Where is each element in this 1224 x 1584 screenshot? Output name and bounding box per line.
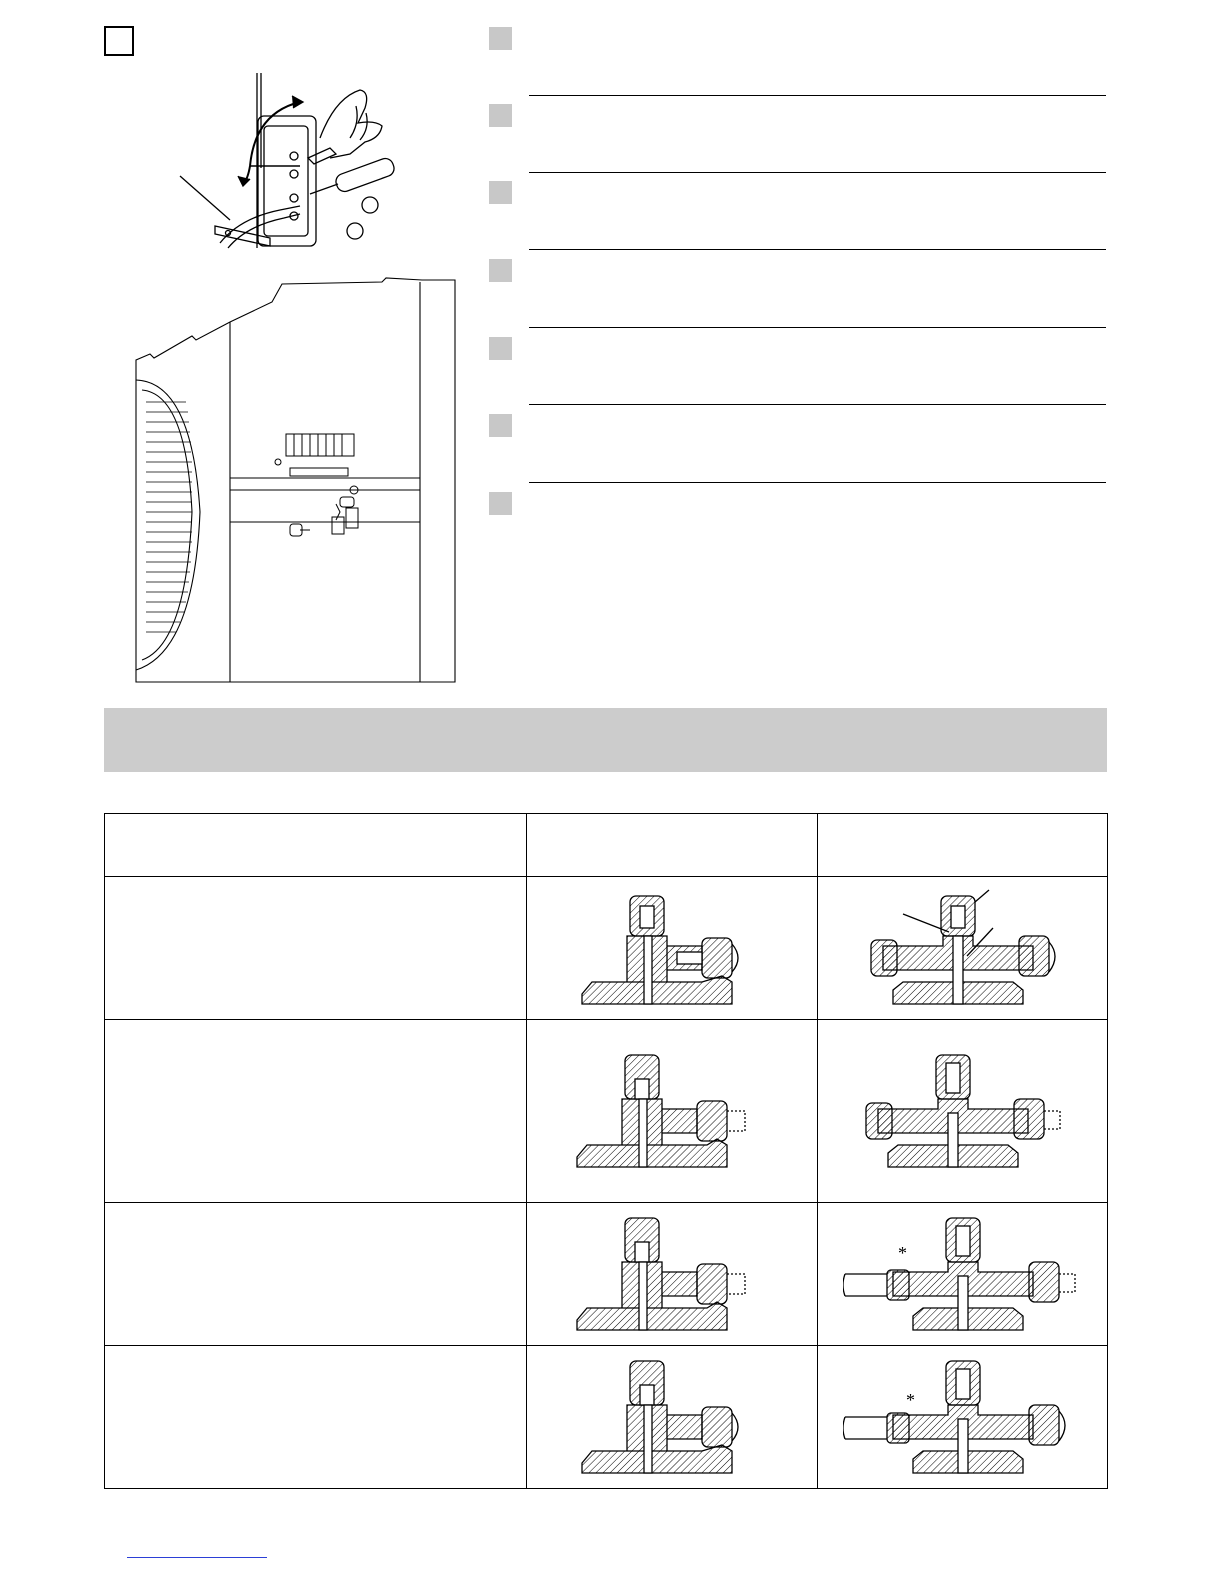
table-row bbox=[105, 1346, 1108, 1489]
two-way-valve-cell bbox=[527, 1020, 818, 1203]
two-way-valve-cell bbox=[527, 877, 818, 1020]
asterisk-marker: * bbox=[906, 1390, 915, 1410]
step-2-marker bbox=[489, 104, 512, 127]
two-way-valve-diagram bbox=[572, 1355, 772, 1480]
row-label bbox=[105, 877, 527, 1020]
step-4-marker bbox=[489, 259, 512, 282]
footer-link[interactable] bbox=[127, 1557, 267, 1558]
step-divider bbox=[529, 172, 1106, 173]
two-way-valve-diagram bbox=[567, 1212, 777, 1337]
step-3-marker bbox=[489, 181, 512, 204]
two-way-valve-diagram bbox=[572, 886, 772, 1011]
row-label bbox=[105, 1203, 527, 1346]
valve-connection-illustration bbox=[160, 68, 420, 258]
table-row bbox=[105, 1203, 1108, 1346]
step-divider bbox=[529, 404, 1106, 405]
step-5-marker bbox=[489, 337, 512, 360]
header-cell bbox=[527, 814, 818, 877]
outdoor-unit-illustration bbox=[132, 272, 462, 688]
step-1-text bbox=[529, 27, 1106, 77]
step-2-text bbox=[529, 104, 1106, 154]
step-7-marker bbox=[489, 492, 512, 515]
step-divider bbox=[529, 249, 1106, 250]
table-header-row bbox=[105, 814, 1108, 877]
three-way-valve-diagram bbox=[858, 1049, 1068, 1174]
step-divider bbox=[529, 482, 1106, 483]
three-way-valve-diagram bbox=[863, 886, 1063, 1011]
table-row bbox=[105, 1020, 1108, 1203]
step-5-text bbox=[529, 337, 1106, 387]
section-banner bbox=[104, 708, 1107, 772]
three-way-valve-cell bbox=[818, 1203, 1108, 1346]
two-way-valve-diagram bbox=[567, 1049, 777, 1174]
step-4-text bbox=[529, 259, 1106, 309]
step-6-marker bbox=[489, 414, 512, 437]
three-way-valve-diagram bbox=[843, 1355, 1083, 1480]
three-way-valve-cell bbox=[818, 1346, 1108, 1489]
header-cell bbox=[105, 814, 527, 877]
row-label bbox=[105, 1020, 527, 1203]
asterisk-marker: * bbox=[898, 1243, 907, 1263]
three-way-valve-cell bbox=[818, 877, 1108, 1020]
three-way-valve-cell bbox=[818, 1020, 1108, 1203]
step-3-text bbox=[529, 181, 1106, 231]
header-cell bbox=[818, 814, 1108, 877]
two-way-valve-cell bbox=[527, 1346, 818, 1489]
step-divider bbox=[529, 327, 1106, 328]
table-row bbox=[105, 877, 1108, 1020]
section-checkbox[interactable] bbox=[104, 26, 134, 56]
three-way-valve-diagram bbox=[843, 1212, 1083, 1337]
step-divider bbox=[529, 95, 1106, 96]
step-7-text bbox=[529, 492, 1106, 542]
step-1-marker bbox=[489, 27, 512, 50]
valve-position-table bbox=[104, 813, 1108, 1489]
row-label bbox=[105, 1346, 527, 1489]
step-6-text bbox=[529, 414, 1106, 464]
two-way-valve-cell bbox=[527, 1203, 818, 1346]
